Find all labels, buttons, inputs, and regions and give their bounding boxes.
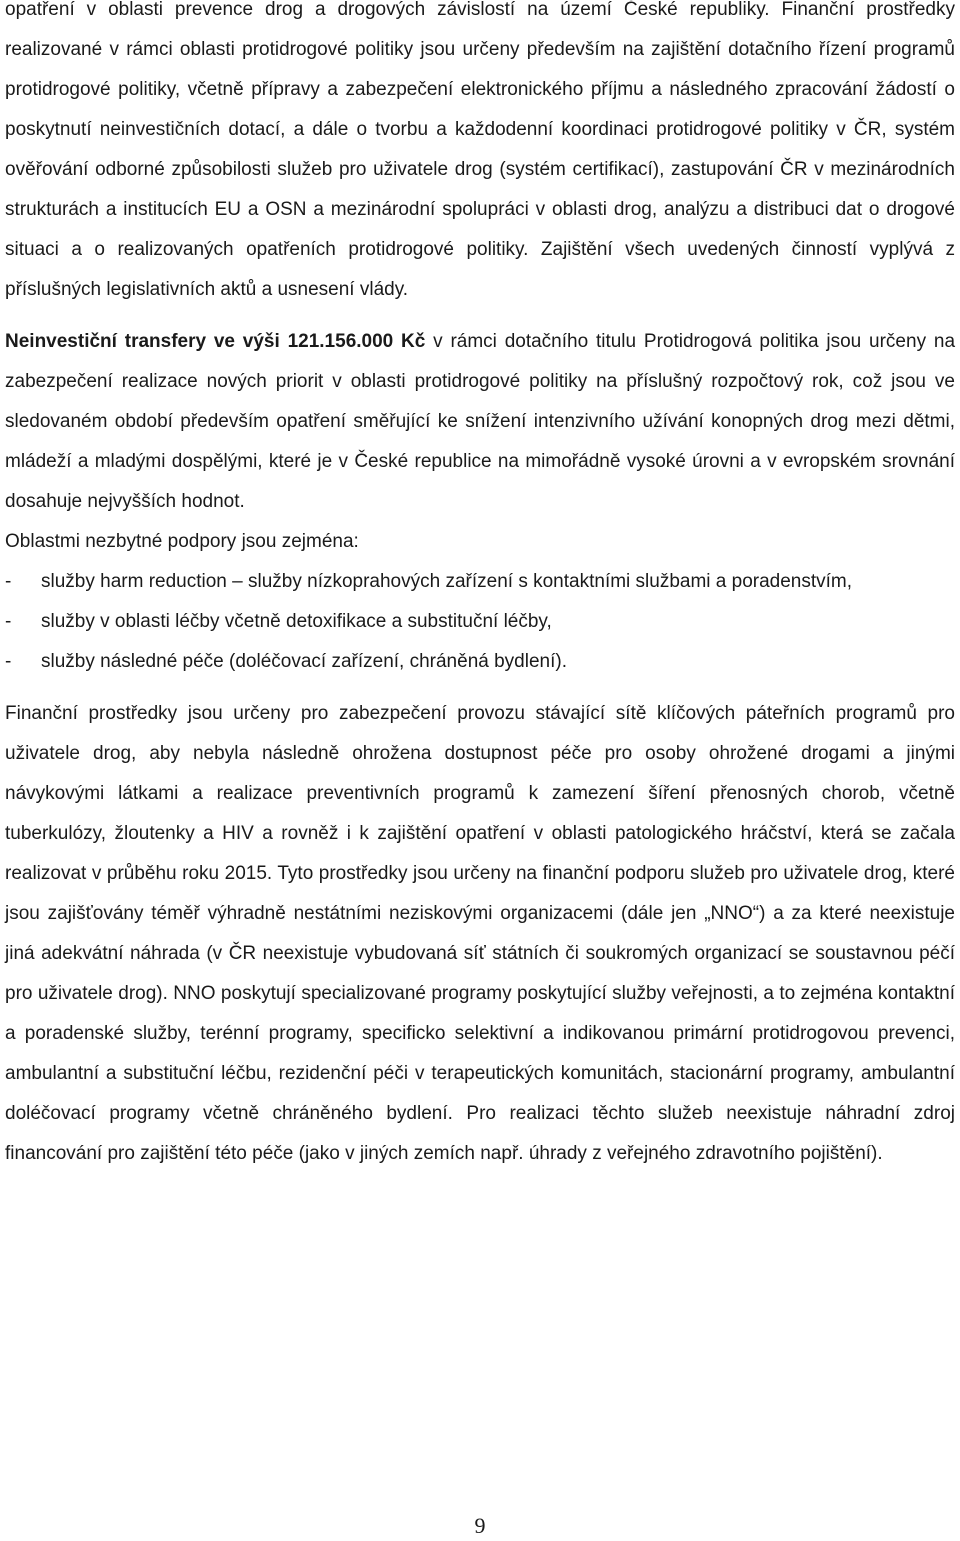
list-item-text: služby v oblasti léčby včetně detoxifikace a substituční léčby, [41,611,552,632]
paragraph-ngo-services: Finanční prostředky jsou určeny pro zabezpečení provozu stávající sítě klíčových páteřních programů pro uživatele drog, aby nebyla následně ohrožena dostupnost péče pro osoby ohrožené drogami a jinými návykovými látkami a realizace preventivních programů k zamezení šíření přenosných chorob, včetně tuberkulózy, žloutenky a HIV a rovněž i k zajištění opatření v oblasti patologického hráčství, která se začala realizovat v průběhu roku 2015. Tyto prostředky jsou určeny na finanční podporu služeb pro uživatele drog, které jsou zajišťovány téměř výhradně nestátními neziskovými organizacemi (dále jen „NNO“) a za které neexistuje jiná adekvátní náhrada (v ČR neexistuje vybudovaná síť státních či soukromých organizací se soustavnou péčí pro uživatele drog). NNO poskytují specializované programy poskytující služby veřejnosti, a to zejména kontaktní a poradenské služby, terénní programy, specificko selektivní a indikovanou primární protidrogovou prevenci, ambulantní a substituční léčbu, rezidenční péči v terapeutických komunitách, stacionární programy, ambulantní doléčovací programy včetně chráněného bydlení. Pro realizaci těchto služeb neexistuje náhradní zdroj financování pro zajištění této péče (jako v jiných zemích např. úhrady z veřejného zdravotního pojištění). [5,703,955,1164]
page-number: 9 [474,1513,486,1538]
spacer [5,310,955,322]
paragraph-drug-policy-funding: opatření v oblasti prevence drog a drogových závislostí na území České republiky. Finanční prostředky realizované v rámci oblasti protidrogové politiky jsou určeny především na zajištění dotačního řízení programů protidrogové politiky, včetně přípravy a zabezpečení elektronického příjmu a následného zpracování žádostí o poskytnutí neinvestičních dotací, a dále o tvorbu a každodenní koordinaci protidrogové politiky v ČR, systém ověřování odborné způsobilosti služeb pro uživatele drog (systém certifikací), zastupování ČR v mezinárodních strukturách a institucích EU a OSN a mezinárodní spolupráci v oblasti drog, analýzu a distribuci dat o drogové situaci a o realizovaných opatřeních protidrogové politiky. Zajištění všech uvedených činností vyplývá z příslušných legislativních aktů a usnesení vlády. [5,0,955,300]
document-page [5,0,955,1174]
support-areas-list [5,562,955,682]
list-item-text: služby harm reduction – služby nízkoprahových zařízení s kontaktními službami a poradenstvím, [41,571,853,592]
list-dash: - [5,611,12,632]
list-item [5,602,955,642]
paragraph-non-investment-transfers [5,322,955,522]
support-areas-intro: Oblastmi nezbytné podpory jsou zejména: [5,531,359,552]
transfer-description: v rámci dotačního titulu Protidrogová politika jsou určeny na zabezpečení realizace nových priorit v oblasti protidrogové politiky na příslušný rozpočtový rok, což jsou ve sledovaném období především opatření směřující ke snížení intenzivního užívání konopných drog mezi dětmi, mládeží a mladými dospělými, které je v České republice na mimořádně vysoké úrovni a v evropském srovnání dosahuje nejvyšších hodnot. [5,331,956,512]
transfer-amount-bold: Neinvestiční transfery ve výši 121.156.000 Kč [5,331,426,352]
list-item [5,562,955,602]
list-dash: - [5,571,12,592]
list-item [5,642,955,682]
list-dash: - [5,651,12,672]
list-item-text: služby následné péče (doléčovací zařízení, chráněná bydlení). [41,651,567,672]
spacer [5,682,955,694]
